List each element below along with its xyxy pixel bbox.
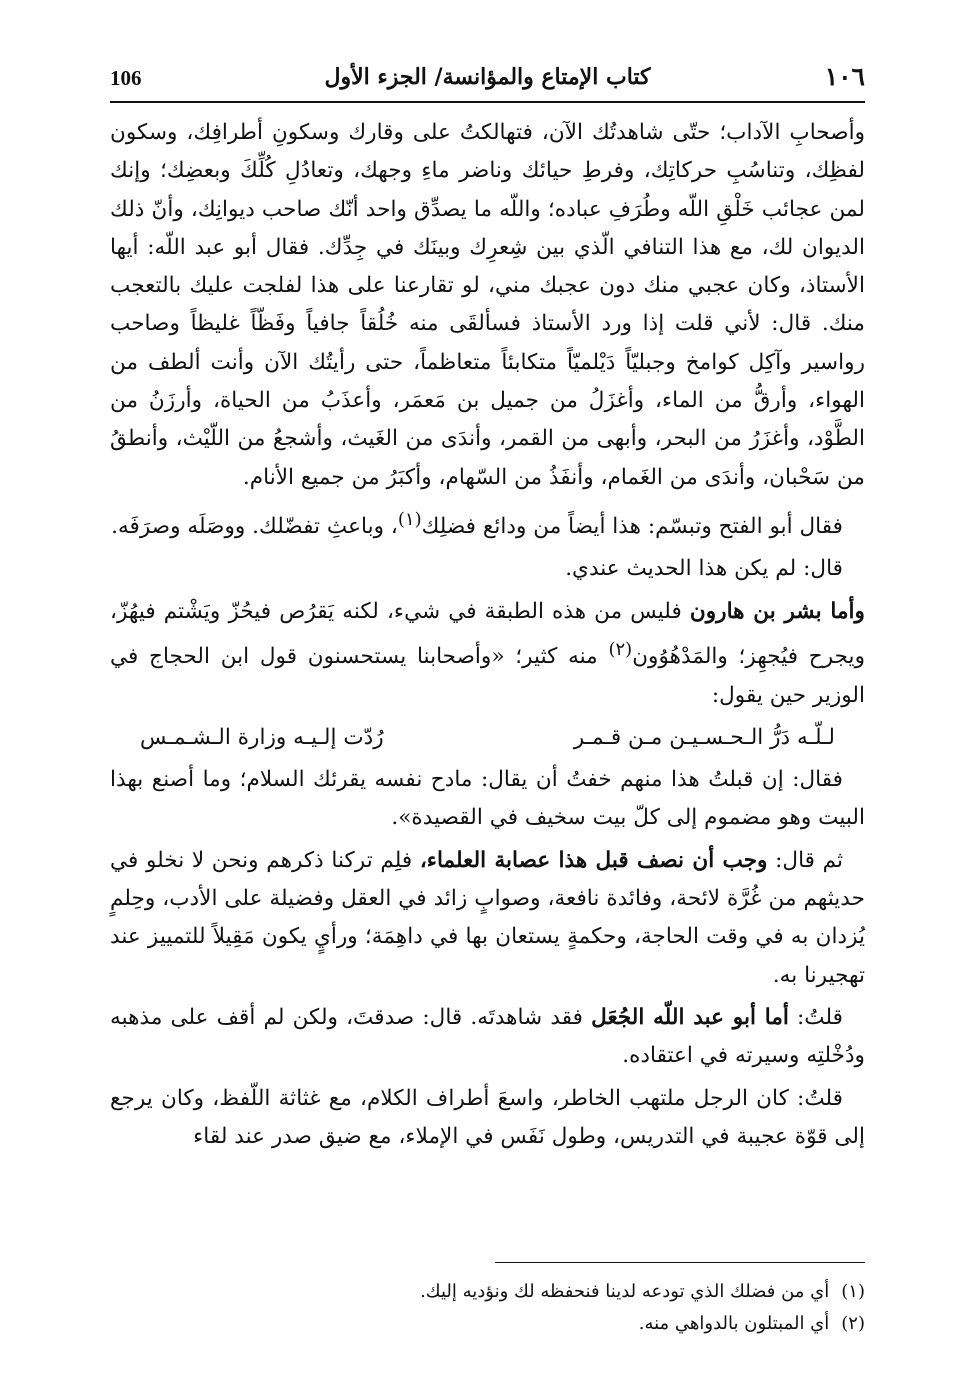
footnotes <box>110 1276 865 1340</box>
text-run: ، وباعثِ تفضّلك. ووصَلَه وصرَفَه. <box>111 514 398 540</box>
footnote-text: أي المبتلون بالدواهي منه. <box>638 1313 830 1334</box>
paragraph: وأصحابِ الآداب؛ حتّى شاهدتُك الآن، فتهالكتُ على وقارك وسكونِ أطرافِك، وسكون لفظِك، وتناسُبِ حركاتِك، وفرطِ حيائك وناضر ماءِ وجهك، وتعادُلِ كُلِّكَ وبعضِك؛ وإنك لمن عجائب خَلْقِ اللّه وطُرَفِ عباده؛ واللّه ما يصدِّق واحد أنّك صاحب ديوانِك، وأنّ ذلك الديوان لك، مع هذا التنافي الّذي بين شِعرِك وبينَك في جِدِّك. فقال أبو عبد اللّه: أيها الأستاذ، وكان عجبي منك دون عجبك مني، لو تقارعنا على هذا لفلجت عليك بالتعجب منك. قال: لأني قلت إذا ورد الأستاذ فسألقَى منه خُلُقاً جافياً وفَظّاً غليظاً وصاحب رواسير وآكِل كوامخ وجبليّاً دَيْلميّاً متكابئاً متعاظماً، حتى رأيتُك الآن وأنت ألطف من الهواء، وأرقُّ من الماء، وأغزَلُ من جميل بن مَعمَر، وأعذَبُ من الحياة، وأرزَنُ من الطَّوْد، وأغزَرُ من البحر، وأبهى من القمر، وأندَى من الغَيث، وأشجعُ من اللّيْث، وأنطقُ من سَحْبان، وأندَى من الغَمام، وأنفَذُ من السّهام، وأكبَرُ من جميع الأنام. <box>110 120 865 490</box>
paragraph <box>110 593 865 715</box>
bold-phrase: وأما بشر بن هارون <box>689 598 865 624</box>
footnote-marker: (٢) <box>841 1313 865 1334</box>
verse-second-hemistich: رُدّت إلـيـه وزارة الـشـمـس <box>140 724 384 750</box>
paragraph <box>110 999 865 1076</box>
footnote-marker: (١) <box>841 1281 865 1302</box>
text-run: فليس من هذه الطبقة في شيء، لكنه يَقرُص فيحُزّ ويَشْتم فيهُزّ، ويجرح فيُجهِز؛ والمَدْهُوُون <box>110 598 865 670</box>
paragraph <box>110 842 865 995</box>
footnote-rule <box>495 1262 865 1263</box>
bold-phrase: أما أبو عبد اللّه الجُعَل <box>591 1004 789 1030</box>
running-header <box>110 62 865 96</box>
running-title: كتاب الإمتاع والمؤانسة/ الجزء الأول <box>324 64 651 90</box>
text-run: فلِم تركنا ذكرهم ونحن لا نخلو في حديثهم من غُرَّة لائحة، وفائدة نافعة، وصوابٍ زائد في العقل وفضيلة على الأدب، وحِلمٍ يُزدان به في وقت الحاجة، وحكمةٍ يستعان بها في داهِمَة؛ ورأيٍ يكون مَقِيلاً للتمييز عند تهجيرنا به. <box>110 847 865 988</box>
footnote <box>110 1308 865 1340</box>
paragraph: فقال: إن قبلتُ هذا منهم خفتُ أن يقال: مادح نفسه يقرئك السلام؛ وما أصنع بهذا البيت وهو مضموم إلى كلّ بيت سخيف في القصيدة». <box>110 767 865 831</box>
footnote-mark: (٢) <box>608 639 633 661</box>
text-run: فقال أبو الفتح وتبسّم: هذا أيضاً من ودائع فضلِك <box>421 514 843 540</box>
page-number-arabic: ١٠٦ <box>824 62 865 91</box>
paragraph: قال: لم يكن هذا الحديث عندي. <box>565 556 843 582</box>
paragraph <box>110 501 865 546</box>
bold-phrase: وجب أن نصف قبل هذا عصابة العلماء، <box>419 847 768 873</box>
poem-verse <box>110 719 865 757</box>
text-run: قلتُ: <box>788 1004 843 1030</box>
footnote-text: أي من فضلك الذي تودعه لدينا فنحفظه لك ونؤديه إليك. <box>420 1281 830 1302</box>
text-run: فقد شاهدتَه. قال: صدقتَ، ولكن لم أقف على مذهبه ودُخْلتِه وسيرته في اعتقاده. <box>110 1004 865 1069</box>
main-text <box>110 114 865 1160</box>
footnote-mark: (١) <box>397 508 422 530</box>
text-run: منه كثير؛ «وأصحابنا يستحسنون قول ابن الحجاج في الوزير حين يقول: <box>110 644 865 708</box>
text-run: ثم قال: <box>767 847 843 873</box>
page-number: 106 <box>110 66 142 90</box>
paragraph: قلتُ: كان الرجل ملتهب الخاطر، واسعَ أطراف الكلام، مع غثاثة اللّفظ، وكان يرجع إلى قوّة عجيبة في التدريس، وطول نَفَس في الإملاء، مع ضيق صدر عند لقاء <box>110 1085 865 1149</box>
footnote <box>110 1276 865 1308</box>
verse-first-hemistich: لـلّـه دَرُّ الـحـسـيـن مـن قـمـر <box>573 724 835 750</box>
header-rule <box>110 101 865 103</box>
